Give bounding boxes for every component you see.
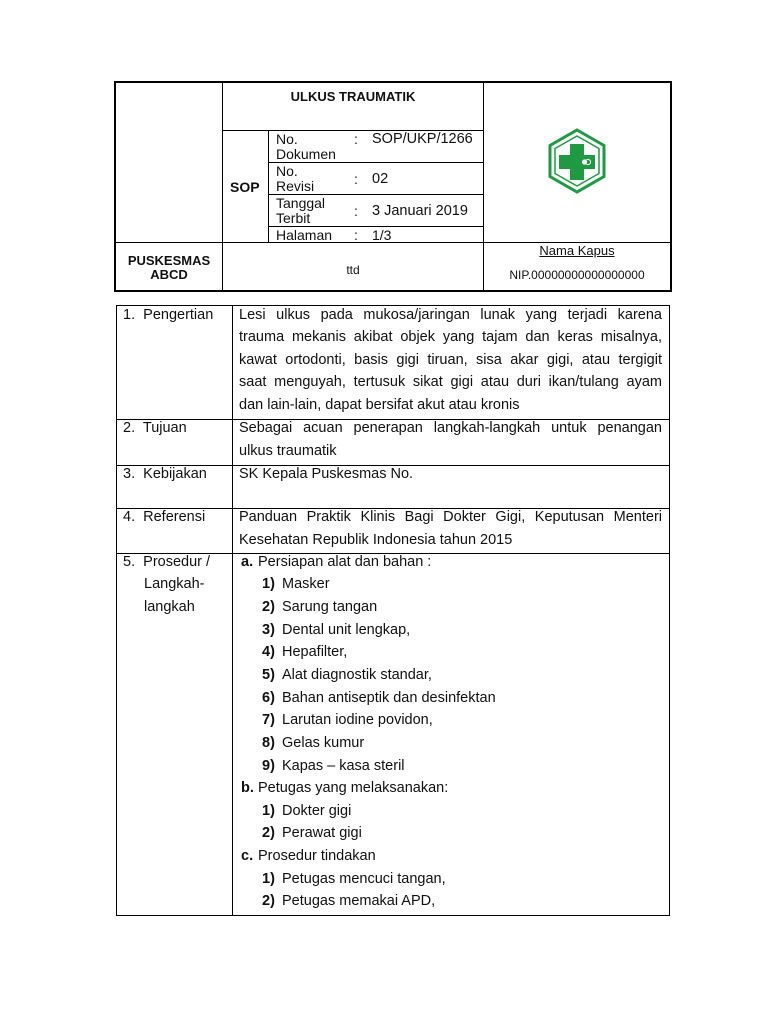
- field-label: Dokumen: [276, 146, 336, 162]
- procedure-group-c: [241, 845, 376, 868]
- item-number: 6): [262, 690, 275, 706]
- list-item: [262, 619, 410, 642]
- item-text: Gelas kumur: [282, 735, 365, 751]
- item-number: 5): [262, 667, 275, 683]
- field-label: No.: [276, 131, 298, 147]
- item-text: Bahan antiseptik dan desinfektan: [282, 690, 496, 706]
- item-number: 2): [262, 893, 275, 909]
- section-line: trauma mekanis akibat objek yang tajam dan keras misalnya,: [239, 329, 662, 345]
- procedure-group-b: [241, 777, 448, 800]
- document-title: ULKUS TRAUMATIK: [290, 89, 416, 104]
- group-title: Prosedur tindakan: [258, 848, 376, 864]
- list-item: [262, 687, 496, 710]
- field-label: Terbit: [276, 210, 311, 226]
- section-line: Kesehatan Republik Indonesia tahun 2015: [239, 532, 513, 548]
- item-number: 2): [262, 825, 275, 841]
- group-title: Persiapan alat dan bahan :: [258, 554, 432, 570]
- puskesmas-logo-icon: [544, 128, 610, 194]
- item-number: 2): [262, 599, 275, 615]
- item-text: Petugas memakai APD,: [282, 893, 436, 909]
- section-label: 1. Pengertian: [123, 307, 214, 323]
- field-colon: :: [354, 131, 358, 147]
- list-item: [262, 709, 433, 732]
- list-item: [262, 664, 432, 687]
- item-text: Sarung tangan: [282, 599, 378, 615]
- group-marker: c.: [241, 848, 254, 864]
- section-line: dan lain-lain, dapat bersifat akut atau kronis: [239, 397, 520, 413]
- item-number: 1): [262, 576, 275, 592]
- organization-name: PUSKESMAS: [127, 253, 211, 268]
- item-text: Masker: [282, 576, 330, 592]
- item-text: Hepafilter,: [282, 644, 348, 660]
- organization-name-line2: ABCD: [150, 267, 188, 282]
- list-item: [262, 822, 362, 845]
- item-number: 4): [262, 644, 275, 660]
- field-value: SOP/UKP/1266: [372, 131, 473, 147]
- item-text: Petugas mencuci tangan,: [282, 871, 446, 887]
- item-number: 9): [262, 758, 275, 774]
- section-label: 5. Prosedur /: [123, 554, 211, 570]
- field-colon: :: [354, 171, 358, 187]
- list-item: [262, 800, 351, 823]
- field-label: Revisi: [276, 178, 315, 194]
- item-number: 3): [262, 622, 275, 638]
- field-label: Tanggal: [276, 195, 326, 211]
- item-text: Kapas – kasa steril: [282, 758, 405, 774]
- procedure-group-a: [241, 551, 431, 574]
- group-marker: b.: [241, 780, 254, 796]
- item-number: 1): [262, 803, 275, 819]
- list-item: [262, 755, 405, 778]
- list-item: [262, 732, 364, 755]
- item-number: 8): [262, 735, 275, 751]
- field-value: 02: [372, 171, 389, 187]
- field-label: No.: [276, 163, 298, 179]
- section-label: 2. Tujuan: [123, 420, 187, 436]
- group-title: Petugas yang melaksanakan:: [258, 780, 449, 796]
- list-item: [262, 641, 347, 664]
- list-item: [262, 890, 435, 913]
- section-label: 3. Kebijakan: [123, 466, 207, 482]
- field-colon: :: [354, 203, 358, 219]
- sop-label: SOP: [230, 179, 260, 195]
- section-line: SK Kepala Puskesmas No.: [239, 466, 414, 482]
- section-line: kawat ortodonti, basis gigi tiruan, sisa akar gigi, atau tergigit: [239, 352, 662, 368]
- group-marker: a.: [241, 554, 254, 570]
- item-text: Perawat gigi: [282, 825, 362, 841]
- item-text: Dokter gigi: [282, 803, 352, 819]
- list-item: [262, 596, 377, 619]
- item-text: Dental unit lengkap,: [282, 622, 411, 638]
- signature-text: ttd: [346, 263, 360, 277]
- nip-text: NIP.00000000000000000: [509, 268, 645, 282]
- field-colon: :: [354, 227, 358, 243]
- section-line: saat menguyah, tertusuk sikat gigi atau duri ikan/tulang ayam: [239, 374, 662, 390]
- item-number: 1): [262, 871, 275, 887]
- item-number: 7): [262, 712, 275, 728]
- section-label: langkah: [144, 599, 195, 615]
- section-line: Lesi ulkus pada mukosa/jaringan lunak yang terjadi karena: [239, 307, 662, 323]
- section-line: Panduan Praktik Klinis Bagi Dokter Gigi, Keputusan Menteri: [239, 509, 662, 525]
- field-value: 1/3: [372, 227, 392, 243]
- section-label: Langkah-: [144, 576, 205, 592]
- section-label: 4. Referensi: [123, 509, 206, 525]
- field-value: 3 Januari 2019: [372, 203, 468, 219]
- item-text: Larutan iodine povidon,: [282, 712, 433, 728]
- list-item: [262, 868, 446, 891]
- head-name: Nama Kapus: [539, 243, 615, 258]
- item-text: Alat diagnostik standar,: [282, 667, 432, 683]
- list-item: [262, 573, 330, 596]
- section-line: Sebagai acuan penerapan langkah-langkah untuk penangan: [239, 420, 662, 436]
- field-label: Halaman: [276, 227, 333, 243]
- section-line: ulkus traumatik: [239, 443, 337, 459]
